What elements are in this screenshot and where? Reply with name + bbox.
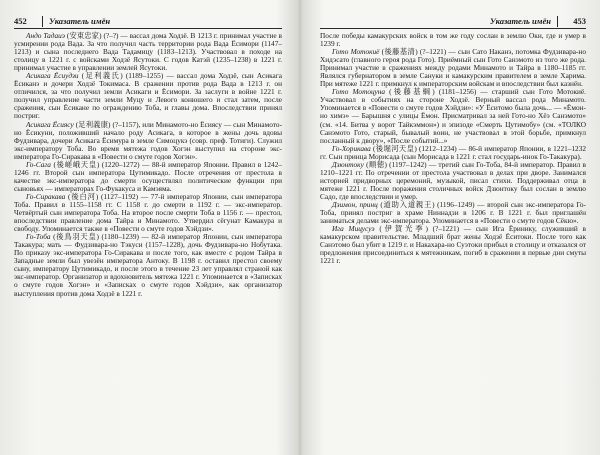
index-entry-continuation — [320, 32, 586, 48]
entry-name: Дзимон, принц — [332, 199, 378, 209]
index-entry — [14, 193, 282, 233]
right-page-header — [320, 14, 586, 29]
entry-text: (安東忠家) (?–?) — вассал дома Ходзё. В 1213 г. принимал участие в усмирении рода Вада. За что получил часть территории рода Вада Ёсимори (1147–1213) и сына последнего Вада Тадамицу (1183–1213). Участвовал в походе на столицу в 1221 г. с войсками Ходзё Ясутоки. С годов Катэй (1235–1238) в 1221 г. принимал участие в управлении землей Ясутоки. — [14, 31, 282, 73]
index-entry — [14, 32, 282, 72]
index-entry — [320, 145, 586, 161]
entry-name: Асикага Ёсиудзи — [26, 71, 79, 81]
entry-name: Андо Тадаиэ — [26, 31, 65, 40]
index-entry — [14, 233, 282, 297]
entry-name: Гото Мотокиё — [332, 47, 380, 57]
entry-name: Го-Тоба — [26, 232, 51, 242]
index-entry — [320, 225, 586, 265]
left-page-header — [14, 14, 282, 29]
index-entry — [320, 201, 586, 225]
page-number: 452 — [14, 16, 27, 26]
entry-name: Го-Хорикава — [332, 143, 371, 153]
header-divider — [557, 16, 558, 27]
entry-text: (後嵯峨天皇) (1220–1272) — 88-й император Японии. Правил в 1242–1246 гг. Второй сын императора Цутимикадо. После отречения от престола в качестве экс-императора до смерти осуществлял политические функции при сыновьях — императорах Го-Фукакуса и Камэяма. — [14, 159, 282, 193]
header-divider — [42, 16, 43, 27]
entry-name: Дзюнтоку — [332, 159, 364, 169]
entry-text: (足利義康) (?–1157), или Минамото-но Ёсиясу — сын Минамото-но Ёсикуни, положивший начало роду Асикага, в которое в жены дочь вдовы Фудзивара, дочери Асикага Ёсимура в земле Симоцукэ (совр. преф. Тотиги). Служил экс-императору Тоба. Во время мятежа годов Хогэн выступил на стороне экс-императора Го-Сиракава в «Повести о смуте годов Хогэн». — [14, 119, 282, 161]
entry-text: (後白河) (1127–1192) — 77-й император Японии, сын императора Тоба. Правил в 1155–1158 гг. С 1158 г. до смерти в 1192 г. — экс-император. Четвёртый сын императора Тоба. На второе после смерти Тоба в 1156 г. — престол, впоследствии правление дома Тайра и Минамото. Утвердил сёгунат Камакура и свободу. Упоминается также в «Повести о смуте годов Хэйдзи». — [14, 191, 282, 234]
index-entry — [14, 72, 282, 120]
right-entries — [320, 32, 586, 265]
entry-text: (後堀河天皇) (1212–1234) — 86-й император Японии, в 1221–1232 гг. Сын принца Морисада (сын Морисада в 1221 г. стал государь-инок Го-Такакура). — [320, 143, 586, 161]
entry-text: (後藤基清) (?–1221) — сын Сато Наканэ, потомка Фудзивара-но Хидэсато (главного героя рода Гото). Приёмный сын Гото Санэмото из того же рода. Принимал участие в сражениях между родами Минамото и Тайра в 1180–1185 гг. Являлся губернатором в земле Сануки и камакурским правителем в земле Харима. При мятеже 1221 г. примкнул к императорским войскам и впоследствии был казнён. — [320, 47, 586, 89]
index-entry — [320, 161, 586, 201]
entry-name: Го-Сага — [26, 159, 51, 169]
entry-text: (足利義氏) (1189–1255) — вассал дома Ходзё, сын Асикага Ёсиканэ и дочери Ходзё Токимаса. В сражении против рода Вада в 1213 г. он отличился, за что получил земли Асикаги и Ёсимори. За заслуги в войне 1221 г. получил управление части земли Муцу и Левого конюшего и стал затем, после сражения, сын Ёсикане по ограждению Тоба, и главы дома. Впоследствии принял постриг. — [14, 71, 282, 121]
entry-text: (道助入道親王) (1196–1249) — второй сын экс-императора Го-Тоба, принял постриг в храме Ниннадзи в 1206 г. В 1221 г. был приглашён заниматься делами экс-императора. Упоминается в «Повести о смуте годов Сёкю». — [320, 199, 586, 226]
left-entries — [14, 32, 282, 298]
entry-text: (後藤基綱) (1181–1256) — старший сын Гото Мотокиё. Участвовал в событиях на стороне Ходзё. Верный вассал рода Минамото. Упоминается в «Повести о смуте годов Хэйдзи»: «У Ёситомо была дочь... — «Ёмон-но химэ» — Барышня с улицы Ёмон. Присматривал за ней Гото-но Хёэ Санэмото» (см. «14. Битва у ворот Тайкэммон») и эпизоде «Смерть Цутимобу» (см. «ТОЛКО Санэмото Гото, старый, бывалый воин, не участвовал в этой борьбе, примкнул посланный к двору», «После событий...» — [320, 87, 586, 145]
index-entry — [320, 48, 586, 88]
entry-name: Гото Мотоцуна — [332, 87, 386, 97]
entry-text: После победы камакурских войск в том же году сослан в землю Оки, где и умер в 1239 г. — [320, 31, 586, 49]
right-page — [320, 14, 586, 450]
running-title: Указатель имён — [49, 16, 111, 26]
left-page — [14, 14, 282, 450]
entry-name: Го-Сиракава — [26, 191, 66, 201]
entry-name: Ига Мицусуэ — [332, 224, 375, 234]
index-entry — [14, 161, 282, 193]
entry-name: Асикага Ёсиясу — [26, 119, 74, 129]
entry-text: (伊賀光季) (?–1221) — сын Ига Ёринику, служивший в камакурском правительстве. Младший брат жены Ходзё Ёситоки. После того как Санэтомо был убит в 1219 г. и Накахара-но Суэтоки прибыл в столицу и отказался от предложения присоединиться к мятежникам, погиб в сражении в первые дни смуты 1221 г. — [320, 224, 586, 266]
index-entry — [14, 121, 282, 161]
index-entry — [320, 88, 586, 144]
entry-text: (順徳) (1197–1242) — третий сын Го-Тоба, 84-й император. Правил в 1210–1221 гг. По отречении от престола участвовал в делах при дворе. Занимался историей придворных церемоний, музыкой, писал стихи. Поддерживал отца в мятеже 1221 г. После поражения столичных войск Дзюнтоку был сослан в землю Садо, где впоследствии и умер. — [320, 159, 586, 201]
entry-text: (後鳥羽天皇) (1180–1239) — 82-й император Японии, сын императора Такакура; мать — Фудзивара-но Тэкуси (1157–1228), дочь Фудзивара-но Нобутака. По приказу экс-императора Го-Сиракава и после того, как вместе с родом Тайра в Западные земли был увезён императора Антоку. В 1198 г. оставил престол своему сыну, императору Цутимикадо, и после этого в течение 23 лет управлял страной как экс-император. Организатор и вдохновитель мятежа 1221 г. Упоминается в «Записках о смуте годов Хогэн» и «Записках о смуте годов Хэйдзи», как организатор выступления против дома Ходзё в 1221 г. — [14, 232, 282, 298]
page-number: 453 — [573, 16, 586, 26]
running-title: Указатель имён — [489, 16, 551, 26]
